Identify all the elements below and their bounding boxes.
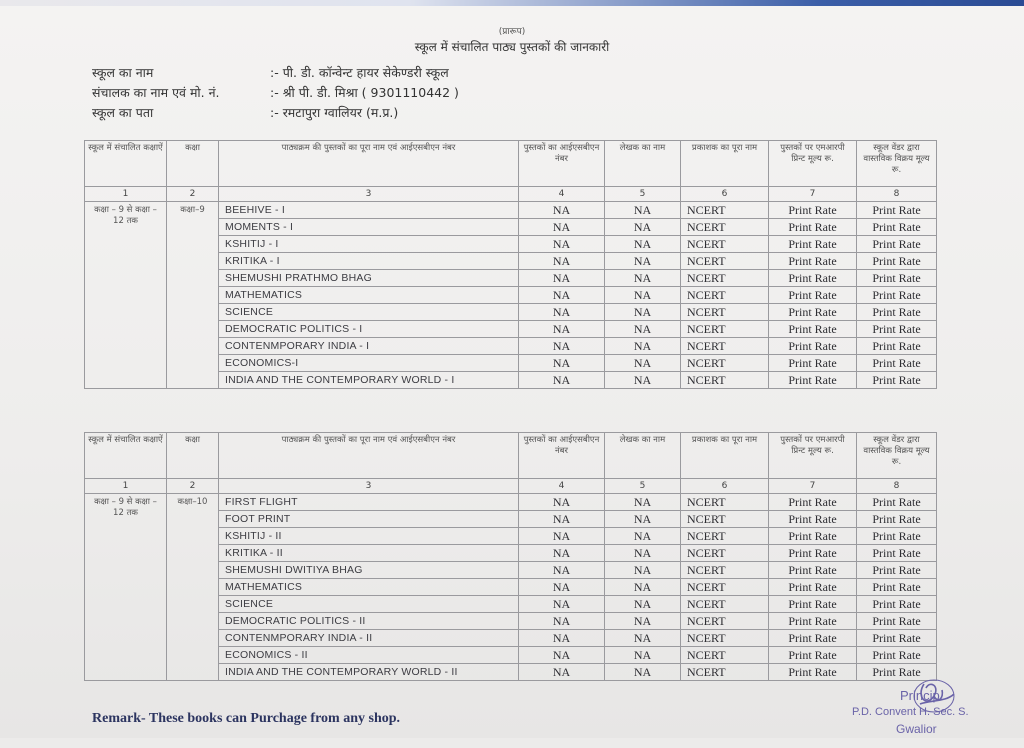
book-cell: BEEHIVE - I bbox=[219, 202, 519, 219]
author-cell: NA bbox=[605, 596, 681, 613]
author-cell: NA bbox=[605, 219, 681, 236]
vendor-cell: Print Rate bbox=[857, 511, 937, 528]
vendor-cell: Print Rate bbox=[857, 338, 937, 355]
book-cell: SHEMUSHI PRATHMO BHAG bbox=[219, 270, 519, 287]
isbn-cell: NA bbox=[519, 287, 605, 304]
column-number-row bbox=[85, 187, 937, 202]
book-cell: KRITIKA - II bbox=[219, 545, 519, 562]
column-number: 7 bbox=[769, 479, 857, 494]
column-number: 7 bbox=[769, 187, 857, 202]
book-cell: MATHEMATICS bbox=[219, 579, 519, 596]
isbn-cell: NA bbox=[519, 596, 605, 613]
column-header: पुस्तकों का आईएसबीएन नंबर bbox=[519, 433, 605, 479]
column-header: पुस्तकों का आईएसबीएन नंबर bbox=[519, 141, 605, 187]
director-value: :- श्री पी. डी. मिश्रा ( 9301110442 ) bbox=[270, 85, 459, 100]
column-number: 1 bbox=[85, 187, 167, 202]
mrp-cell: Print Rate bbox=[769, 270, 857, 287]
column-number: 8 bbox=[857, 479, 937, 494]
isbn-cell: NA bbox=[519, 579, 605, 596]
publisher-cell: NCERT bbox=[681, 630, 769, 647]
vendor-cell: Print Rate bbox=[857, 270, 937, 287]
book-cell: INDIA AND THE CONTEMPORARY WORLD - II bbox=[219, 664, 519, 681]
book-cell: DEMOCRATIC POLITICS - II bbox=[219, 613, 519, 630]
book-cell: ECONOMICS - II bbox=[219, 647, 519, 664]
vendor-cell: Print Rate bbox=[857, 630, 937, 647]
isbn-cell: NA bbox=[519, 630, 605, 647]
author-cell: NA bbox=[605, 287, 681, 304]
author-cell: NA bbox=[605, 270, 681, 287]
author-cell: NA bbox=[605, 372, 681, 389]
mrp-cell: Print Rate bbox=[769, 613, 857, 630]
publisher-cell: NCERT bbox=[681, 528, 769, 545]
column-header: कक्षा bbox=[167, 141, 219, 187]
publisher-cell: NCERT bbox=[681, 287, 769, 304]
mrp-cell: Print Rate bbox=[769, 321, 857, 338]
isbn-cell: NA bbox=[519, 494, 605, 511]
vendor-cell: Print Rate bbox=[857, 321, 937, 338]
book-cell: MATHEMATICS bbox=[219, 287, 519, 304]
mrp-cell: Print Rate bbox=[769, 202, 857, 219]
mrp-cell: Print Rate bbox=[769, 596, 857, 613]
book-cell: SCIENCE bbox=[219, 304, 519, 321]
book-cell: KSHITIJ - I bbox=[219, 236, 519, 253]
isbn-cell: NA bbox=[519, 372, 605, 389]
isbn-cell: NA bbox=[519, 304, 605, 321]
vendor-cell: Print Rate bbox=[857, 647, 937, 664]
vendor-cell: Print Rate bbox=[857, 355, 937, 372]
school-name-value: :- पी. डी. कॉन्वेन्ट हायर सेकेण्डरी स्कूल bbox=[270, 65, 449, 80]
author-cell: NA bbox=[605, 202, 681, 219]
author-cell: NA bbox=[605, 511, 681, 528]
publisher-cell: NCERT bbox=[681, 494, 769, 511]
book-cell: CONTENMPORARY INDIA - II bbox=[219, 630, 519, 647]
mrp-cell: Print Rate bbox=[769, 372, 857, 389]
column-header: लेखक का नाम bbox=[605, 433, 681, 479]
isbn-cell: NA bbox=[519, 511, 605, 528]
author-cell: NA bbox=[605, 664, 681, 681]
book-table-1 bbox=[84, 140, 937, 389]
publisher-cell: NCERT bbox=[681, 321, 769, 338]
mrp-cell: Print Rate bbox=[769, 253, 857, 270]
isbn-cell: NA bbox=[519, 253, 605, 270]
vendor-cell: Print Rate bbox=[857, 528, 937, 545]
mrp-cell: Print Rate bbox=[769, 545, 857, 562]
isbn-cell: NA bbox=[519, 338, 605, 355]
mrp-cell: Print Rate bbox=[769, 338, 857, 355]
column-header: कक्षा bbox=[167, 433, 219, 479]
mrp-cell: Print Rate bbox=[769, 647, 857, 664]
school-name-label: स्कूल का नाम bbox=[92, 65, 154, 80]
isbn-cell: NA bbox=[519, 236, 605, 253]
remark-note: Remark- These books can Purchage from any shop. bbox=[92, 711, 401, 726]
publisher-cell: NCERT bbox=[681, 647, 769, 664]
column-header: स्कूल वेंडर द्वारा वास्तविक विक्रय मूल्य रू. bbox=[857, 141, 937, 187]
column-number: 3 bbox=[219, 479, 519, 494]
publisher-cell: NCERT bbox=[681, 304, 769, 321]
isbn-cell: NA bbox=[519, 613, 605, 630]
director-label: संचालक का नाम एवं मो. नं. bbox=[92, 85, 220, 100]
column-number: 2 bbox=[167, 187, 219, 202]
author-cell: NA bbox=[605, 494, 681, 511]
page-title: स्कूल में संचालित पाठ्य पुस्तकों की जानकारी bbox=[414, 40, 610, 54]
publisher-cell: NCERT bbox=[681, 219, 769, 236]
table-row bbox=[85, 494, 937, 511]
publisher-cell: NCERT bbox=[681, 664, 769, 681]
book-cell: CONTENMPORARY INDIA - I bbox=[219, 338, 519, 355]
column-number: 5 bbox=[605, 187, 681, 202]
isbn-cell: NA bbox=[519, 562, 605, 579]
publisher-cell: NCERT bbox=[681, 613, 769, 630]
vendor-cell: Print Rate bbox=[857, 579, 937, 596]
column-number: 5 bbox=[605, 479, 681, 494]
class-cell: कक्षा–10 bbox=[167, 494, 219, 681]
author-cell: NA bbox=[605, 579, 681, 596]
author-cell: NA bbox=[605, 253, 681, 270]
publisher-cell: NCERT bbox=[681, 202, 769, 219]
column-header: पाठ्यक्रम की पुस्तकों का पूरा नाम एवं आईएसबीएन नंबर bbox=[219, 141, 519, 187]
author-cell: NA bbox=[605, 338, 681, 355]
book-cell: KRITIKA - I bbox=[219, 253, 519, 270]
column-number: 6 bbox=[681, 479, 769, 494]
column-header: प्रकाशक का पूरा नाम bbox=[681, 433, 769, 479]
stamp-line-2: P.D. Convent H. Sec. S. bbox=[852, 706, 969, 718]
column-header: प्रकाशक का पूरा नाम bbox=[681, 141, 769, 187]
mrp-cell: Print Rate bbox=[769, 355, 857, 372]
vendor-cell: Print Rate bbox=[857, 372, 937, 389]
isbn-cell: NA bbox=[519, 545, 605, 562]
header-row bbox=[85, 141, 937, 187]
publisher-cell: NCERT bbox=[681, 545, 769, 562]
address-value: :- रमटापुरा ग्वालियर (म.प्र.) bbox=[270, 105, 399, 120]
mrp-cell: Print Rate bbox=[769, 287, 857, 304]
vendor-cell: Print Rate bbox=[857, 562, 937, 579]
mrp-cell: Print Rate bbox=[769, 511, 857, 528]
mrp-cell: Print Rate bbox=[769, 630, 857, 647]
isbn-cell: NA bbox=[519, 202, 605, 219]
vendor-cell: Print Rate bbox=[857, 219, 937, 236]
isbn-cell: NA bbox=[519, 528, 605, 545]
column-header: लेखक का नाम bbox=[605, 141, 681, 187]
mrp-cell: Print Rate bbox=[769, 494, 857, 511]
mrp-cell: Print Rate bbox=[769, 579, 857, 596]
book-cell: FOOT PRINT bbox=[219, 511, 519, 528]
vendor-cell: Print Rate bbox=[857, 304, 937, 321]
mrp-cell: Print Rate bbox=[769, 664, 857, 681]
publisher-cell: NCERT bbox=[681, 355, 769, 372]
column-header: स्कूल वेंडर द्वारा वास्तविक विक्रय मूल्य रू. bbox=[857, 433, 937, 479]
author-cell: NA bbox=[605, 355, 681, 372]
column-number-row bbox=[85, 479, 937, 494]
column-number: 2 bbox=[167, 479, 219, 494]
publisher-cell: NCERT bbox=[681, 579, 769, 596]
book-table-2 bbox=[84, 432, 937, 681]
vendor-cell: Print Rate bbox=[857, 664, 937, 681]
author-cell: NA bbox=[605, 647, 681, 664]
book-cell: MOMENTS - I bbox=[219, 219, 519, 236]
school-classes-cell: कक्षा – 9 से कक्षा – 12 तक bbox=[85, 202, 167, 389]
column-number: 8 bbox=[857, 187, 937, 202]
header-row bbox=[85, 433, 937, 479]
column-number: 4 bbox=[519, 479, 605, 494]
column-header: स्कूल में संचालित कक्षाऐं bbox=[85, 141, 167, 187]
school-classes-cell: कक्षा – 9 से कक्षा – 12 तक bbox=[85, 494, 167, 681]
publisher-cell: NCERT bbox=[681, 338, 769, 355]
publisher-cell: NCERT bbox=[681, 372, 769, 389]
isbn-cell: NA bbox=[519, 321, 605, 338]
column-header: स्कूल में संचालित कक्षाऐं bbox=[85, 433, 167, 479]
column-header: पुस्तकों पर एमआरपी प्रिन्ट मूल्य रू. bbox=[769, 433, 857, 479]
book-cell: DEMOCRATIC POLITICS - I bbox=[219, 321, 519, 338]
form-label: (प्रारूप) bbox=[498, 27, 526, 37]
book-cell: FIRST FLIGHT bbox=[219, 494, 519, 511]
vendor-cell: Print Rate bbox=[857, 613, 937, 630]
book-cell: KSHITIJ - II bbox=[219, 528, 519, 545]
mrp-cell: Print Rate bbox=[769, 304, 857, 321]
column-number: 3 bbox=[219, 187, 519, 202]
address-label: स्कूल का पता bbox=[92, 105, 154, 120]
mrp-cell: Print Rate bbox=[769, 528, 857, 545]
publisher-cell: NCERT bbox=[681, 511, 769, 528]
publisher-cell: NCERT bbox=[681, 562, 769, 579]
book-cell: SCIENCE bbox=[219, 596, 519, 613]
publisher-cell: NCERT bbox=[681, 253, 769, 270]
column-header: पुस्तकों पर एमआरपी प्रिन्ट मूल्य रू. bbox=[769, 141, 857, 187]
vendor-cell: Print Rate bbox=[857, 202, 937, 219]
mrp-cell: Print Rate bbox=[769, 562, 857, 579]
book-cell: SHEMUSHI DWITIYA BHAG bbox=[219, 562, 519, 579]
author-cell: NA bbox=[605, 528, 681, 545]
isbn-cell: NA bbox=[519, 270, 605, 287]
class-cell: कक्षा–9 bbox=[167, 202, 219, 389]
author-cell: NA bbox=[605, 613, 681, 630]
author-cell: NA bbox=[605, 630, 681, 647]
isbn-cell: NA bbox=[519, 219, 605, 236]
mrp-cell: Print Rate bbox=[769, 236, 857, 253]
vendor-cell: Print Rate bbox=[857, 596, 937, 613]
stamp-line-3: Gwalior bbox=[896, 722, 937, 736]
isbn-cell: NA bbox=[519, 355, 605, 372]
document-page bbox=[0, 6, 1024, 738]
author-cell: NA bbox=[605, 321, 681, 338]
vendor-cell: Print Rate bbox=[857, 236, 937, 253]
isbn-cell: NA bbox=[519, 664, 605, 681]
column-number: 6 bbox=[681, 187, 769, 202]
book-cell: ECONOMICS-I bbox=[219, 355, 519, 372]
stamp-line-1: Princip bbox=[900, 688, 940, 703]
table-row bbox=[85, 202, 937, 219]
vendor-cell: Print Rate bbox=[857, 287, 937, 304]
column-number: 4 bbox=[519, 187, 605, 202]
book-cell: INDIA AND THE CONTEMPORARY WORLD - I bbox=[219, 372, 519, 389]
author-cell: NA bbox=[605, 236, 681, 253]
publisher-cell: NCERT bbox=[681, 270, 769, 287]
column-header: पाठ्यक्रम की पुस्तकों का पूरा नाम एवं आईएसबीएन नंबर bbox=[219, 433, 519, 479]
vendor-cell: Print Rate bbox=[857, 494, 937, 511]
mrp-cell: Print Rate bbox=[769, 219, 857, 236]
isbn-cell: NA bbox=[519, 647, 605, 664]
vendor-cell: Print Rate bbox=[857, 253, 937, 270]
author-cell: NA bbox=[605, 304, 681, 321]
author-cell: NA bbox=[605, 562, 681, 579]
vendor-cell: Print Rate bbox=[857, 545, 937, 562]
publisher-cell: NCERT bbox=[681, 236, 769, 253]
publisher-cell: NCERT bbox=[681, 596, 769, 613]
principal-stamp bbox=[830, 674, 1020, 744]
column-number: 1 bbox=[85, 479, 167, 494]
author-cell: NA bbox=[605, 545, 681, 562]
